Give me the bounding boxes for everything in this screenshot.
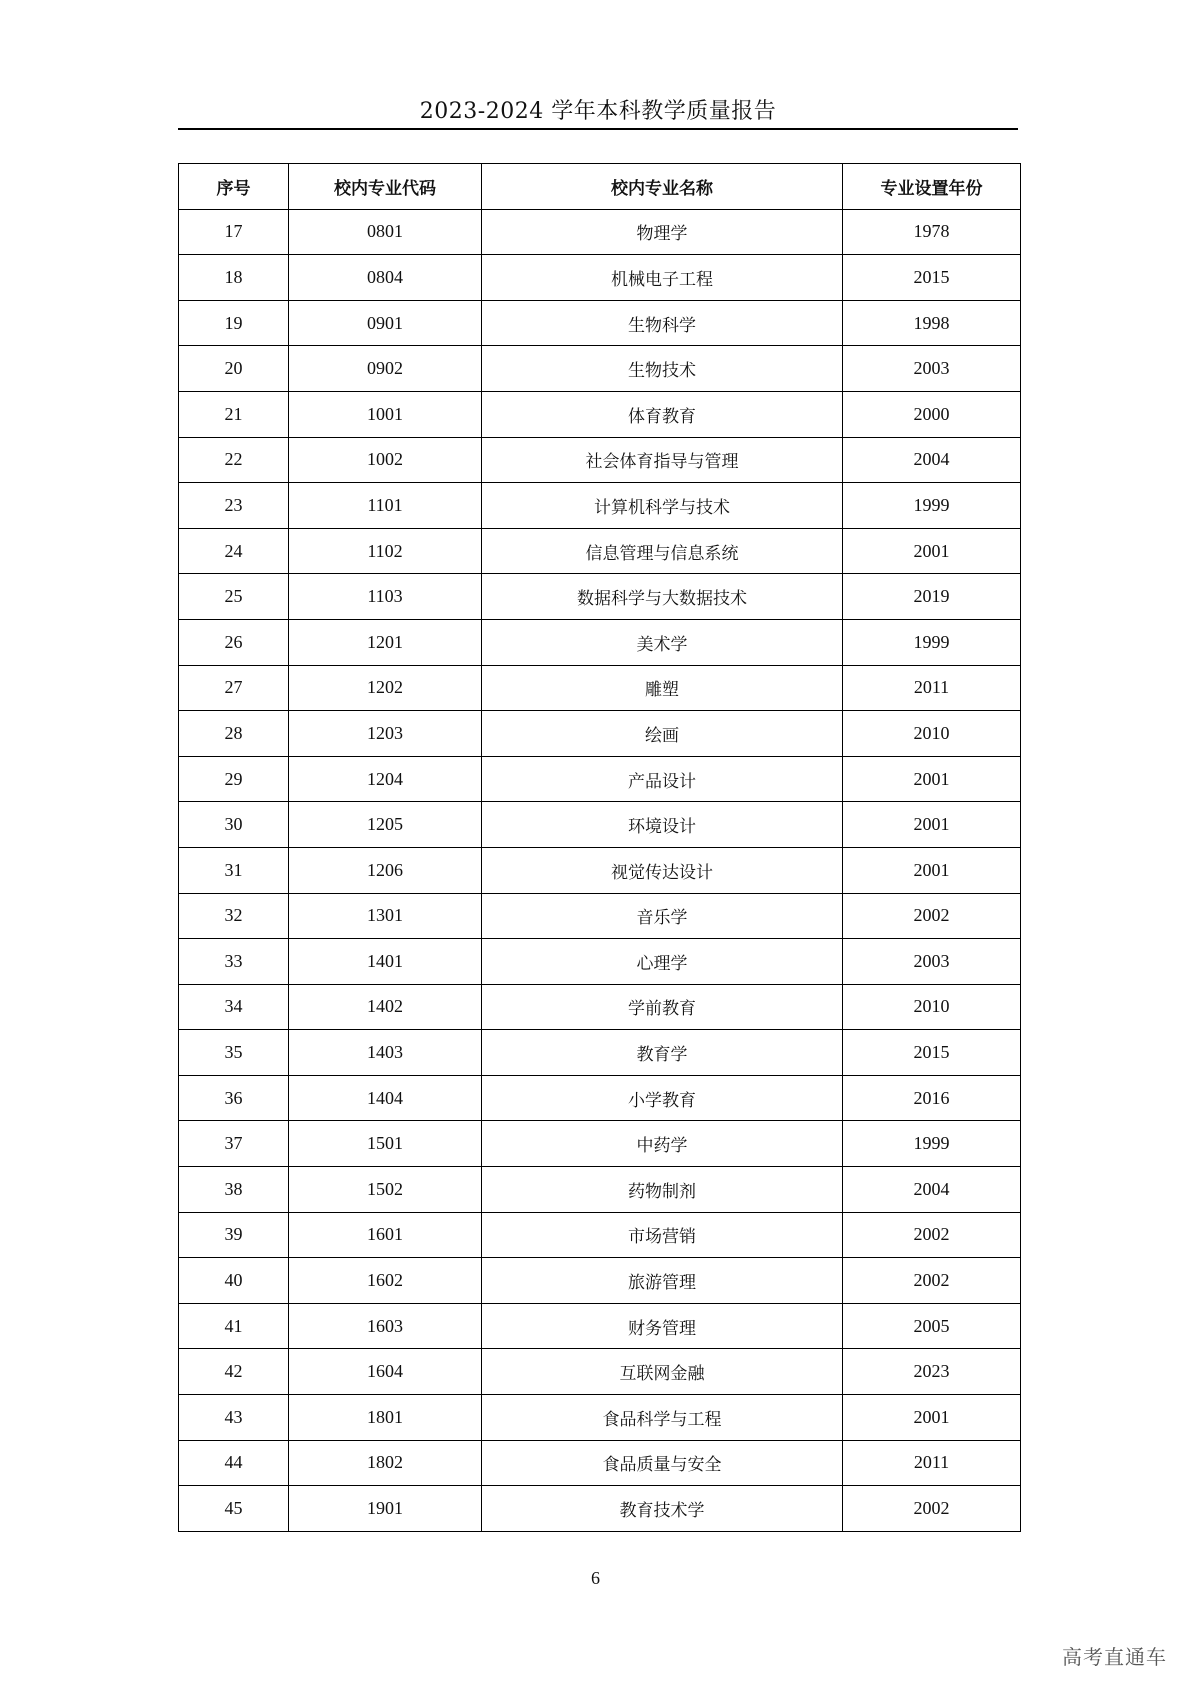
cell-major-name: 心理学 <box>482 939 843 985</box>
cell-year: 2005 <box>843 1303 1021 1349</box>
cell-major-name: 美术学 <box>482 619 843 665</box>
cell-major-name: 计算机科学与技术 <box>482 483 843 529</box>
cell-year: 2000 <box>843 391 1021 437</box>
cell-major-name: 雕塑 <box>482 665 843 711</box>
table-row <box>179 1258 1021 1304</box>
cell-year: 2010 <box>843 711 1021 757</box>
cell-major-name: 物理学 <box>482 209 843 255</box>
table-row <box>179 1349 1021 1395</box>
cell-index: 43 <box>179 1395 289 1441</box>
cell-major-name: 财务管理 <box>482 1303 843 1349</box>
table-row <box>179 1212 1021 1258</box>
column-header-year: 专业设置年份 <box>843 164 1021 210</box>
cell-index: 35 <box>179 1030 289 1076</box>
cell-major-name: 药物制剂 <box>482 1167 843 1213</box>
cell-year: 2019 <box>843 574 1021 620</box>
cell-major-name: 信息管理与信息系统 <box>482 528 843 574</box>
table-row <box>179 437 1021 483</box>
table-row <box>179 346 1021 392</box>
cell-code: 1601 <box>289 1212 482 1258</box>
table-row <box>179 665 1021 711</box>
table-row <box>179 1167 1021 1213</box>
cell-major-name: 教育技术学 <box>482 1486 843 1532</box>
table-row <box>179 528 1021 574</box>
cell-index: 22 <box>179 437 289 483</box>
cell-index: 39 <box>179 1212 289 1258</box>
cell-index: 38 <box>179 1167 289 1213</box>
cell-code: 0902 <box>289 346 482 392</box>
column-header-name: 校内专业名称 <box>482 164 843 210</box>
table-row <box>179 847 1021 893</box>
cell-year: 2004 <box>843 1167 1021 1213</box>
cell-major-name: 生物技术 <box>482 346 843 392</box>
cell-major-name: 绘画 <box>482 711 843 757</box>
table-row <box>179 893 1021 939</box>
cell-year: 1999 <box>843 619 1021 665</box>
cell-index: 24 <box>179 528 289 574</box>
cell-year: 2002 <box>843 893 1021 939</box>
table-row <box>179 1121 1021 1167</box>
cell-major-name: 产品设计 <box>482 756 843 802</box>
table-row <box>179 483 1021 529</box>
cell-index: 17 <box>179 209 289 255</box>
column-header-index: 序号 <box>179 164 289 210</box>
cell-code: 1901 <box>289 1486 482 1532</box>
cell-major-name: 互联网金融 <box>482 1349 843 1395</box>
table-row <box>179 1395 1021 1441</box>
cell-index: 32 <box>179 893 289 939</box>
cell-code: 1502 <box>289 1167 482 1213</box>
cell-year: 2010 <box>843 984 1021 1030</box>
cell-year: 2003 <box>843 346 1021 392</box>
cell-year: 2011 <box>843 665 1021 711</box>
page-number: 6 <box>591 1568 600 1588</box>
majors-table-container <box>178 163 1020 1532</box>
cell-code: 1402 <box>289 984 482 1030</box>
table-row <box>179 574 1021 620</box>
cell-major-name: 生物科学 <box>482 300 843 346</box>
cell-year: 2016 <box>843 1075 1021 1121</box>
cell-index: 41 <box>179 1303 289 1349</box>
cell-major-name: 数据科学与大数据技术 <box>482 574 843 620</box>
cell-index: 25 <box>179 574 289 620</box>
cell-index: 19 <box>179 300 289 346</box>
watermark-text: 高考直通车 <box>1062 1645 1167 1669</box>
cell-code: 1206 <box>289 847 482 893</box>
cell-code: 1102 <box>289 528 482 574</box>
majors-table <box>178 163 1021 1532</box>
table-row <box>179 209 1021 255</box>
table-row <box>179 939 1021 985</box>
cell-code: 1204 <box>289 756 482 802</box>
cell-year: 2002 <box>843 1258 1021 1304</box>
cell-code: 0901 <box>289 300 482 346</box>
cell-index: 33 <box>179 939 289 985</box>
cell-code: 1103 <box>289 574 482 620</box>
cell-index: 29 <box>179 756 289 802</box>
cell-year: 2004 <box>843 437 1021 483</box>
cell-code: 0804 <box>289 255 482 301</box>
cell-year: 2001 <box>843 756 1021 802</box>
table-row <box>179 802 1021 848</box>
cell-code: 1301 <box>289 893 482 939</box>
cell-index: 27 <box>179 665 289 711</box>
cell-major-name: 旅游管理 <box>482 1258 843 1304</box>
table-row <box>179 756 1021 802</box>
cell-major-name: 市场营销 <box>482 1212 843 1258</box>
cell-code: 1401 <box>289 939 482 985</box>
cell-year: 1999 <box>843 1121 1021 1167</box>
cell-index: 20 <box>179 346 289 392</box>
cell-index: 31 <box>179 847 289 893</box>
cell-year: 2002 <box>843 1212 1021 1258</box>
cell-year: 1978 <box>843 209 1021 255</box>
cell-code: 1602 <box>289 1258 482 1304</box>
cell-index: 18 <box>179 255 289 301</box>
cell-code: 1101 <box>289 483 482 529</box>
cell-index: 34 <box>179 984 289 1030</box>
table-row <box>179 711 1021 757</box>
cell-index: 44 <box>179 1440 289 1486</box>
cell-index: 36 <box>179 1075 289 1121</box>
cell-index: 42 <box>179 1349 289 1395</box>
cell-year: 2023 <box>843 1349 1021 1395</box>
cell-code: 1403 <box>289 1030 482 1076</box>
page-header-title: 2023-2024 学年本科教学质量报告 <box>419 99 777 124</box>
cell-code: 1201 <box>289 619 482 665</box>
cell-index: 37 <box>179 1121 289 1167</box>
cell-index: 45 <box>179 1486 289 1532</box>
cell-year: 2015 <box>843 255 1021 301</box>
cell-code: 1002 <box>289 437 482 483</box>
cell-major-name: 体育教育 <box>482 391 843 437</box>
cell-year: 2015 <box>843 1030 1021 1076</box>
table-row <box>179 1030 1021 1076</box>
cell-code: 1501 <box>289 1121 482 1167</box>
cell-major-name: 环境设计 <box>482 802 843 848</box>
table-row <box>179 1075 1021 1121</box>
table-row <box>179 984 1021 1030</box>
cell-major-name: 学前教育 <box>482 984 843 1030</box>
cell-index: 23 <box>179 483 289 529</box>
cell-major-name: 食品科学与工程 <box>482 1395 843 1441</box>
cell-major-name: 视觉传达设计 <box>482 847 843 893</box>
cell-year: 2003 <box>843 939 1021 985</box>
cell-year: 2002 <box>843 1486 1021 1532</box>
cell-major-name: 教育学 <box>482 1030 843 1076</box>
cell-year: 2001 <box>843 528 1021 574</box>
cell-index: 21 <box>179 391 289 437</box>
cell-major-name: 中药学 <box>482 1121 843 1167</box>
cell-code: 1604 <box>289 1349 482 1395</box>
column-header-code: 校内专业代码 <box>289 164 482 210</box>
table-row <box>179 255 1021 301</box>
cell-code: 1404 <box>289 1075 482 1121</box>
table-header-row <box>179 164 1021 210</box>
table-row <box>179 1486 1021 1532</box>
cell-year: 2001 <box>843 847 1021 893</box>
cell-year: 1998 <box>843 300 1021 346</box>
cell-year: 1999 <box>843 483 1021 529</box>
cell-code: 1801 <box>289 1395 482 1441</box>
cell-index: 40 <box>179 1258 289 1304</box>
cell-index: 28 <box>179 711 289 757</box>
cell-code: 1205 <box>289 802 482 848</box>
table-row <box>179 619 1021 665</box>
cell-major-name: 机械电子工程 <box>482 255 843 301</box>
table-row <box>179 391 1021 437</box>
table-row <box>179 1440 1021 1486</box>
cell-index: 30 <box>179 802 289 848</box>
table-row <box>179 1303 1021 1349</box>
cell-major-name: 食品质量与安全 <box>482 1440 843 1486</box>
cell-major-name: 音乐学 <box>482 893 843 939</box>
cell-code: 1203 <box>289 711 482 757</box>
cell-major-name: 社会体育指导与管理 <box>482 437 843 483</box>
cell-code: 0801 <box>289 209 482 255</box>
cell-year: 2001 <box>843 1395 1021 1441</box>
header-divider <box>178 128 1018 130</box>
table-body <box>179 209 1021 1531</box>
cell-code: 1001 <box>289 391 482 437</box>
cell-year: 2001 <box>843 802 1021 848</box>
cell-code: 1603 <box>289 1303 482 1349</box>
cell-major-name: 小学教育 <box>482 1075 843 1121</box>
cell-code: 1202 <box>289 665 482 711</box>
table-row <box>179 300 1021 346</box>
cell-code: 1802 <box>289 1440 482 1486</box>
cell-index: 26 <box>179 619 289 665</box>
cell-year: 2011 <box>843 1440 1021 1486</box>
